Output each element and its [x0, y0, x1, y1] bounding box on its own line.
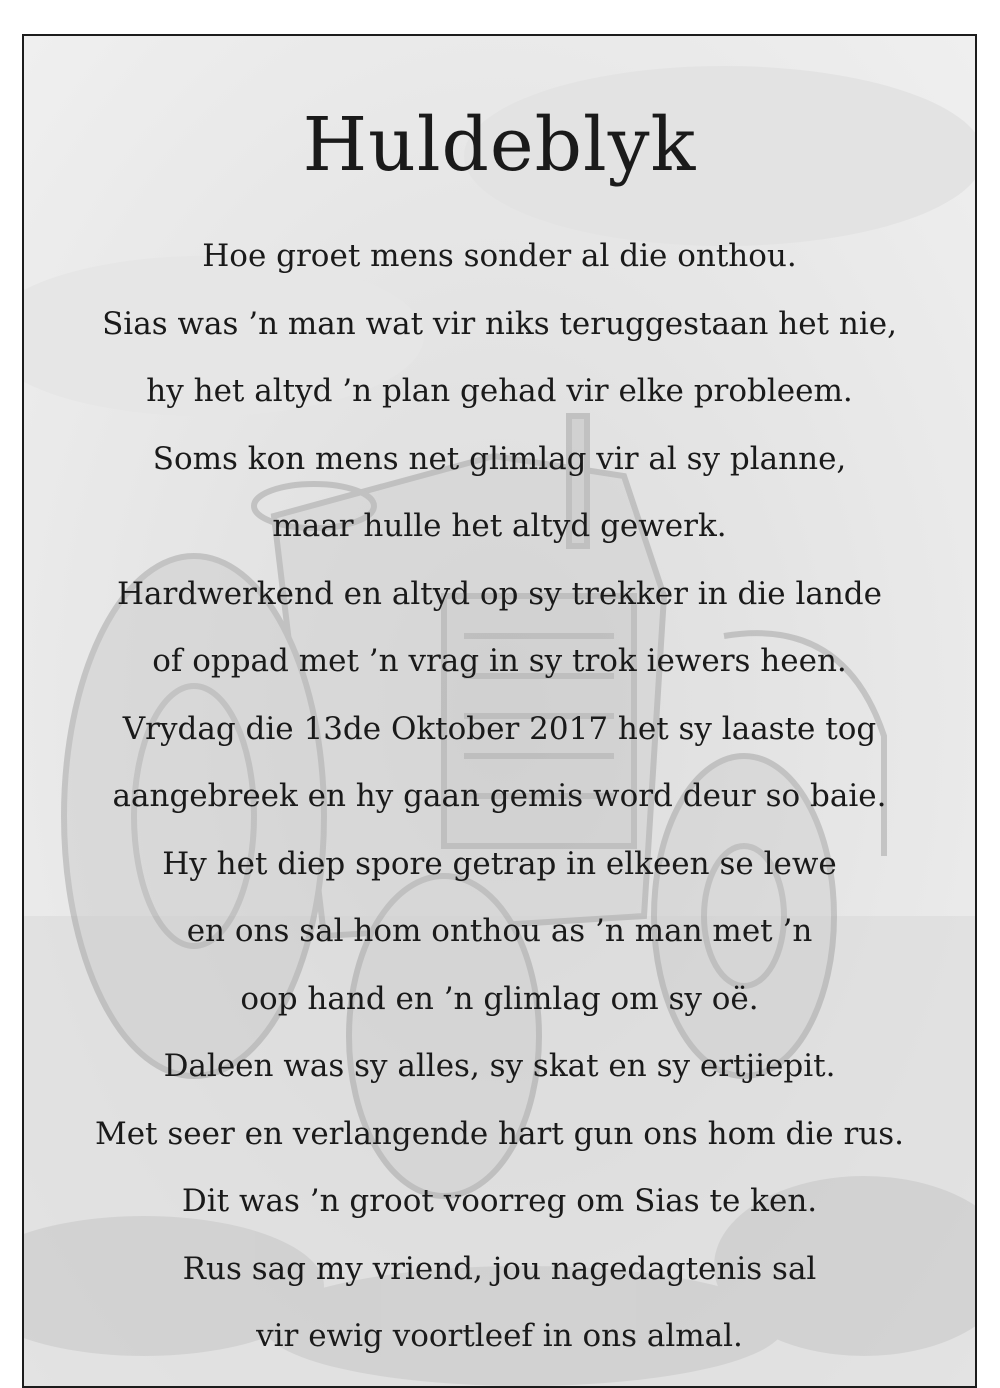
poem-line: Hy het diep spore getrap in elkeen se lewe — [162, 845, 837, 882]
poem-line: vir ewig voortleef in ons almal. — [256, 1318, 743, 1354]
poem-line: oop hand en ’n glimlag om sy oë. — [240, 980, 759, 1017]
poem-line: of oppad met ’n vrag in sy trok iewers heen. — [152, 643, 847, 679]
poem-line: Met seer en verlangende hart gun ons hom die rus. — [94, 1115, 905, 1152]
poem-line: Vrydag die 13de Oktober 2017 het sy laaste tog — [122, 710, 877, 747]
poem-line: aangebreek en hy gaan gemis word deur so baie. — [112, 778, 887, 814]
poem-line: Soms kon mens net glimlag vir al sy planne, — [152, 440, 847, 477]
poem-line: Sias was ’n man wat vir niks teruggestaan het nie, — [102, 305, 897, 342]
poem-line: Dit was ’n groot voorreg om Sias te ken. — [181, 1183, 818, 1219]
page-title: Huldeblyk — [302, 102, 697, 188]
poem-line: Hardwerkend en altyd op sy trekker in die lande — [117, 575, 882, 612]
poem-line: en ons sal hom onthou as ’n man met ’n — [186, 913, 813, 949]
poem-line: Rus sag my vriend, jou nagedagtenis sal — [182, 1250, 817, 1287]
poem-line: Daleen was sy alles, sy skat en sy ertjiepit. — [163, 1048, 836, 1084]
memorial-card — [22, 34, 977, 1388]
poem-line: Hoe groet mens sonder al die onthou. — [202, 238, 797, 274]
poem-text — [24, 223, 975, 1371]
poem-line: hy het altyd ’n plan gehad vir elke probleem. — [146, 373, 853, 409]
poem-line: maar hulle het altyd gewerk. — [272, 508, 727, 544]
